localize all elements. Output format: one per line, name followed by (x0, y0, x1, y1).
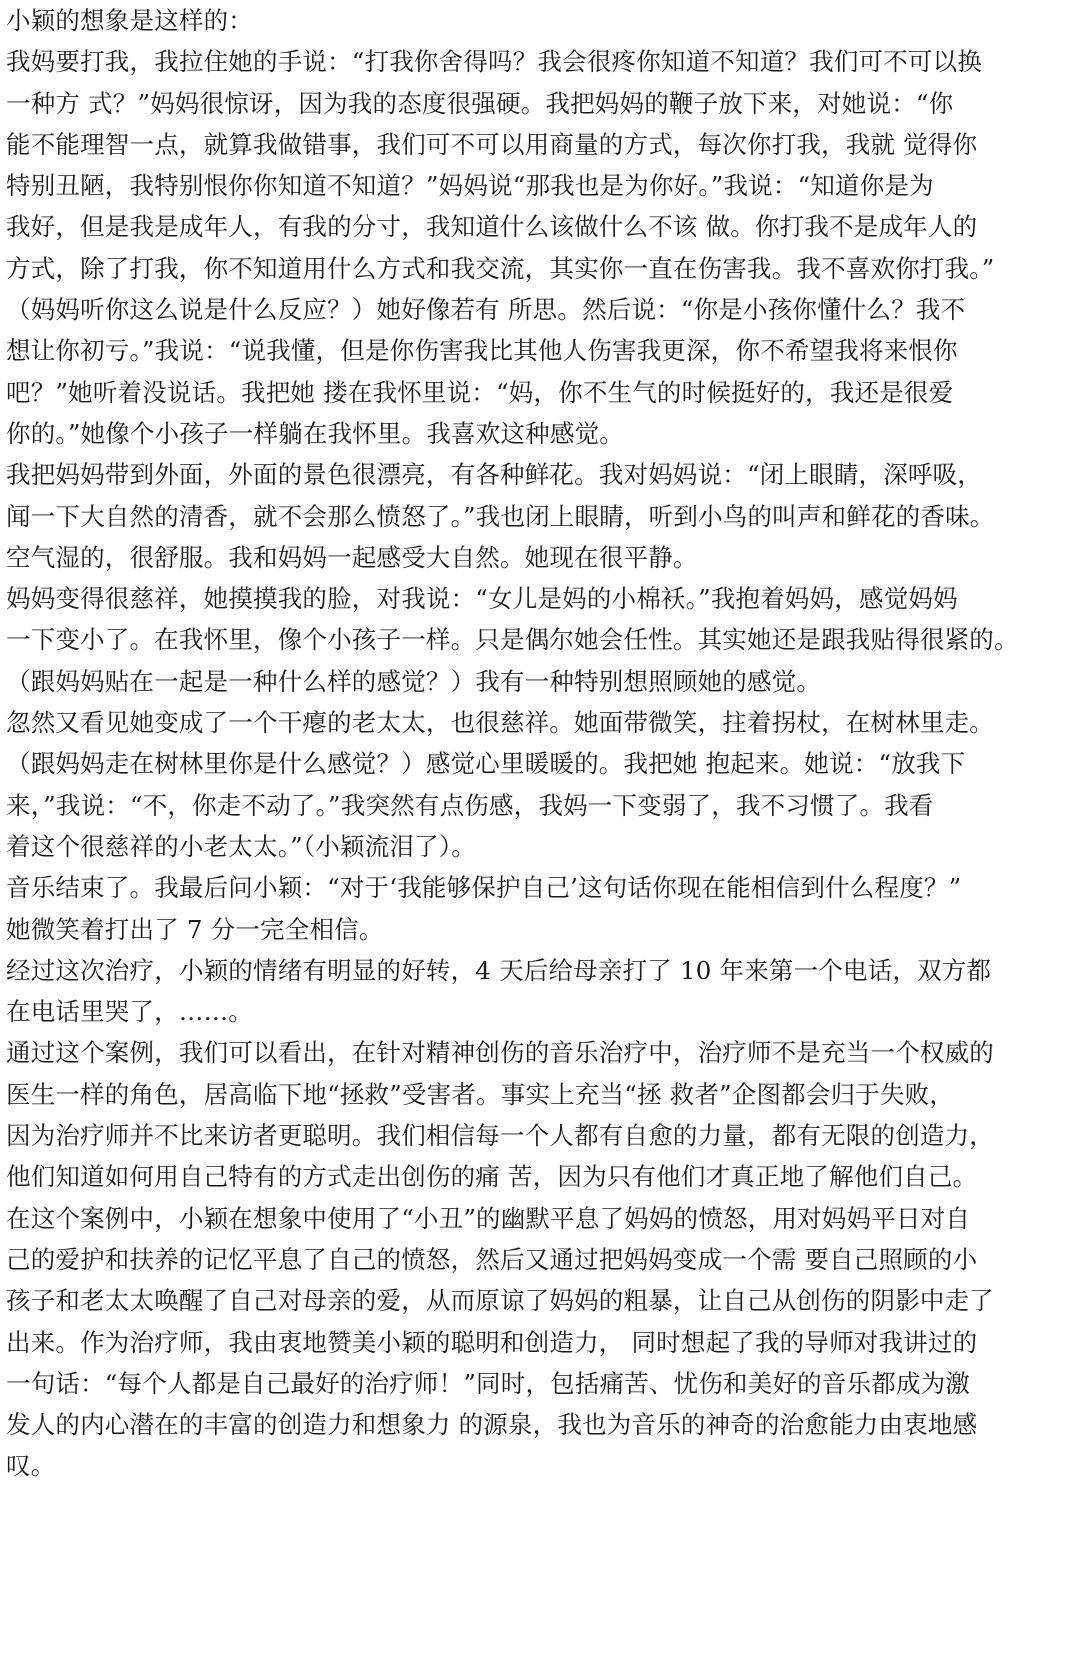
text-line: 音乐结束了。我最后问小颖：“对于‘我能够保护自己’这句话你现在能相信到什么程度？” (6, 873, 962, 903)
text-line: 我妈要打我，我拉住她的手说：“打我你舍得吗？我会很疼你知道不知道？我们可不可以换 (6, 47, 983, 77)
text-line: 小颖的想象是这样的： (6, 6, 253, 35)
text-line: （跟妈妈走在树林里你是什么感觉？）感觉心里暖暖的。我把她 抱起来。她说：“放我下 (6, 749, 966, 779)
text-line: 医生一样的角色，居高临下地“拯救”受害者。事实上充当“拯 救者”企图都会归于失败， (6, 1079, 955, 1109)
text-line: 他们知道如何用自己特有的方式走出创伤的痛 苦，因为只有他们才真正地了解他们自己。 (6, 1162, 978, 1192)
text-line: 己的爱护和扶养的记忆平息了自己的愤怒，然后又通过把妈妈变成一个需 要自己照顾的小 (6, 1244, 978, 1274)
text-line: 孩子和老太太唤醒了自己对母亲的爱，从而原谅了妈妈的粗暴，让自己从创伤的阴影中走了 (6, 1286, 994, 1316)
text-line: 能不能理智一点，就算我做错事，我们可不可以用商量的方式，每次你打我，我就 觉得你 (6, 129, 978, 159)
text-line: 通过这个案例，我们可以看出，在针对精神创伤的音乐治疗中，治疗师不是充当一个权威的 (6, 1038, 994, 1068)
text-line: 我把妈妈带到外面，外面的景色很漂亮，有各种鲜花。我对妈妈说：“闭上眼睛，深呼吸， (6, 460, 983, 490)
text-line: 你的。”她像个小孩子一样躺在我怀里。我喜欢这种感觉。 (6, 418, 624, 448)
text-line: 一句话：“每个人都是自己最好的治疗师！”同时，包括痛苦、忧伤和美好的音乐都成为激 (6, 1368, 971, 1398)
text-line: 着这个很慈祥的小老太太。”（小颖流泪了）。 (6, 831, 476, 861)
text-line: 特别丑陋，我特别恨你你知道不知道？”妈妈说“那我也是为你好。”我说：“知道你是为 (6, 171, 934, 201)
text-line: 发人的内心潜在的丰富的创造力和想象力 的源泉，我也为音乐的神奇的治愈能力由衷地感 (6, 1410, 978, 1440)
text-line: 想让你初亏。”我说：“说我懂，但是你伤害我比其他人伤害我更深，你不希望我将来恨你 (6, 336, 958, 366)
text-line: 吧？”她听着没说话。我把她 搂在我怀里说：“妈，你不生气的时候挺好的，我还是很爱 (6, 377, 954, 407)
text-line: 妈妈变得很慈祥，她摸摸我的脸，对我说：“女儿是妈的小棉袄。”我抱着妈妈，感觉妈妈 (6, 584, 958, 614)
text-line: 在这个案例中，小颖在想象中使用了“小丑”的幽默平息了妈妈的愤怒，用对妈妈平日对自 (6, 1203, 971, 1233)
text-line: 来，”我说：“不，你走不动了。”我突然有点伤感，我妈一下变弱了，我不习惯了。我看 (6, 790, 934, 820)
text-line: 经过这次治疗，小颖的情绪有明显的好转，4 天后给母亲打了 10 年来第一个电话，双方都 (6, 955, 992, 985)
text-line: （妈妈听你这么说是什么反应？）她好像若有 所思。然后说：“你是小孩你懂什么？我不 (6, 295, 966, 325)
text-line: 因为治疗师并不比来访者更聪明。我们相信每一个人都有自愈的力量，都有无限的创造力， (6, 1121, 994, 1151)
text-line: 我好，但是我是成年人，有我的分寸，我知道什么该做什么不该 做。你打我不是成年人的 (6, 212, 978, 242)
document-text (6, 0, 1076, 1528)
text-line: 她微笑着打出了 7 分一完全相信。 (6, 914, 384, 944)
text-line: 出来。作为治疗师，我由衷地赞美小颖的聪明和创造力， 同时想起了我的导师对我讲过的 (6, 1327, 978, 1357)
text-line: 一下变小了。在我怀里，像个小孩子一样。只是偶尔她会任性。其实她还是跟我贴得很紧的。 (6, 625, 1019, 655)
text-line: 在电话里哭了，……。 (6, 997, 253, 1027)
text-line: 方式，除了打我，你不知道用什么方式和我交流，其实你一直在伤害我。我不喜欢你打我。” (6, 253, 995, 283)
text-line (6, 1487, 1076, 1528)
text-line: 闻一下大自然的清香，就不会那么愤怒了。”我也闭上眼睛，听到小鸟的叫声和鲜花的香味。 (6, 501, 995, 531)
text-line: 一种方 式？”妈妈很惊讶，因为我的态度很强硬。我把妈妈的鞭子放下来，对她说：“你 (6, 88, 954, 118)
text-line: （跟妈妈贴在一起是一种什么样的感觉？）我有一种特别想照顾她的感觉。 (6, 666, 822, 696)
text-line: 空气湿的，很舒服。我和妈妈一起感受大自然。她现在很平静。 (6, 542, 698, 572)
text-line: 忽然又看见她变成了一个干瘪的老太太，也很慈祥。她面带微笑，拄着拐杖，在树林里走。 (6, 708, 994, 738)
text-line: 叹。 (6, 1451, 56, 1481)
